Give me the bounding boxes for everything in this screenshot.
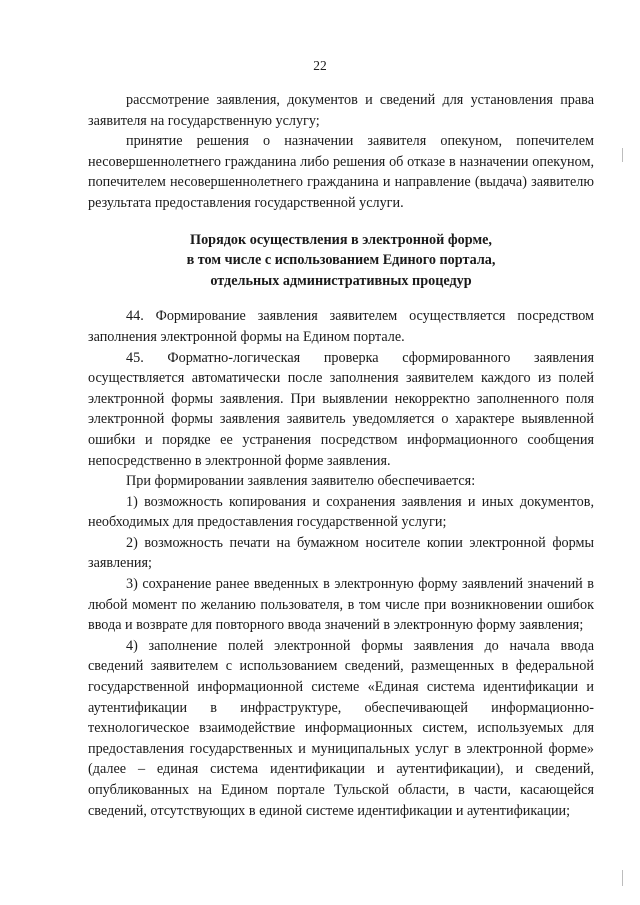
paragraph-intro-list: При формировании заявления заявителю обеспечивается: [126,473,476,490]
list-item-1: 1) возможность копирования и сохранения заявления и иных документов, необходимых для предоставления государственной услуги; [88,493,594,531]
paragraph-44: 44. Формирование заявления заявителем осуществляется посредством заполнения электронной формы на Едином портале. [88,308,594,345]
list-item-4: 4) заполнение полей электронной формы заявления до начала ввода сведений заявителем с использованием сведений, размещенных в федеральной государственной информационной системе «Единая система идентификации и аутентификации в инфраструктуре, обеспечивающей информационно-технологическое взаимодействие информационных систем, используемых для предоставления государственных и муниципальных услуг в электронной форме» (далее – единая система идентификации и аутентификации), и сведений, опубликованных на Едином портале Тульской области, в части, касающейся сведений, отсутствующих в единой системе идентификации и аутентификации; [88,637,594,819]
paragraph: принятие решения о назначении заявителя опекуном, попечителем несовершеннолетнего гражданина либо решения об отказе в назначении опекуном, попечителем несовершеннолетнего гражданина и направление (выдача) заявителю результата предоставления государственной услуги. [88,133,594,211]
list-item-3: 3) сохранение ранее введенных в электронную форму заявлений значений в любой момент по желанию пользователя, в том числе при возникновении ошибок ввода и возврате для повторного ввода значений в электронную форму заявления; [88,576,594,634]
page-number: 22 [313,58,327,73]
section-heading-line: Порядок осуществления в электронной форме, [190,231,492,248]
paragraph: рассмотрение заявления, документов и сведений для установления права заявителя на государственную услугу; [88,92,594,129]
document-body [88,90,594,821]
paragraph-45: 45. Форматно-логическая проверка сформированного заявления осуществляется автоматически после заполнения заявителем каждого из полей электронной формы заявления. При выявлении некорректно заполненного поля электронной формы заявления заявитель уведомляется о характере выявленной ошибки и порядке ее устранения посредством информационного сообщения непосредственно в электронной форме заявления. [88,349,594,469]
list-item-2: 2) возможность печати на бумажном носителе копии электронной формы заявления; [88,534,594,572]
scan-margin-mark [622,870,623,886]
section-heading-line: отдельных административных процедур [210,272,472,289]
section-heading-line: в том числе с использованием Единого портала, [186,252,496,269]
scan-margin-mark [622,148,623,162]
section-heading [88,230,594,292]
